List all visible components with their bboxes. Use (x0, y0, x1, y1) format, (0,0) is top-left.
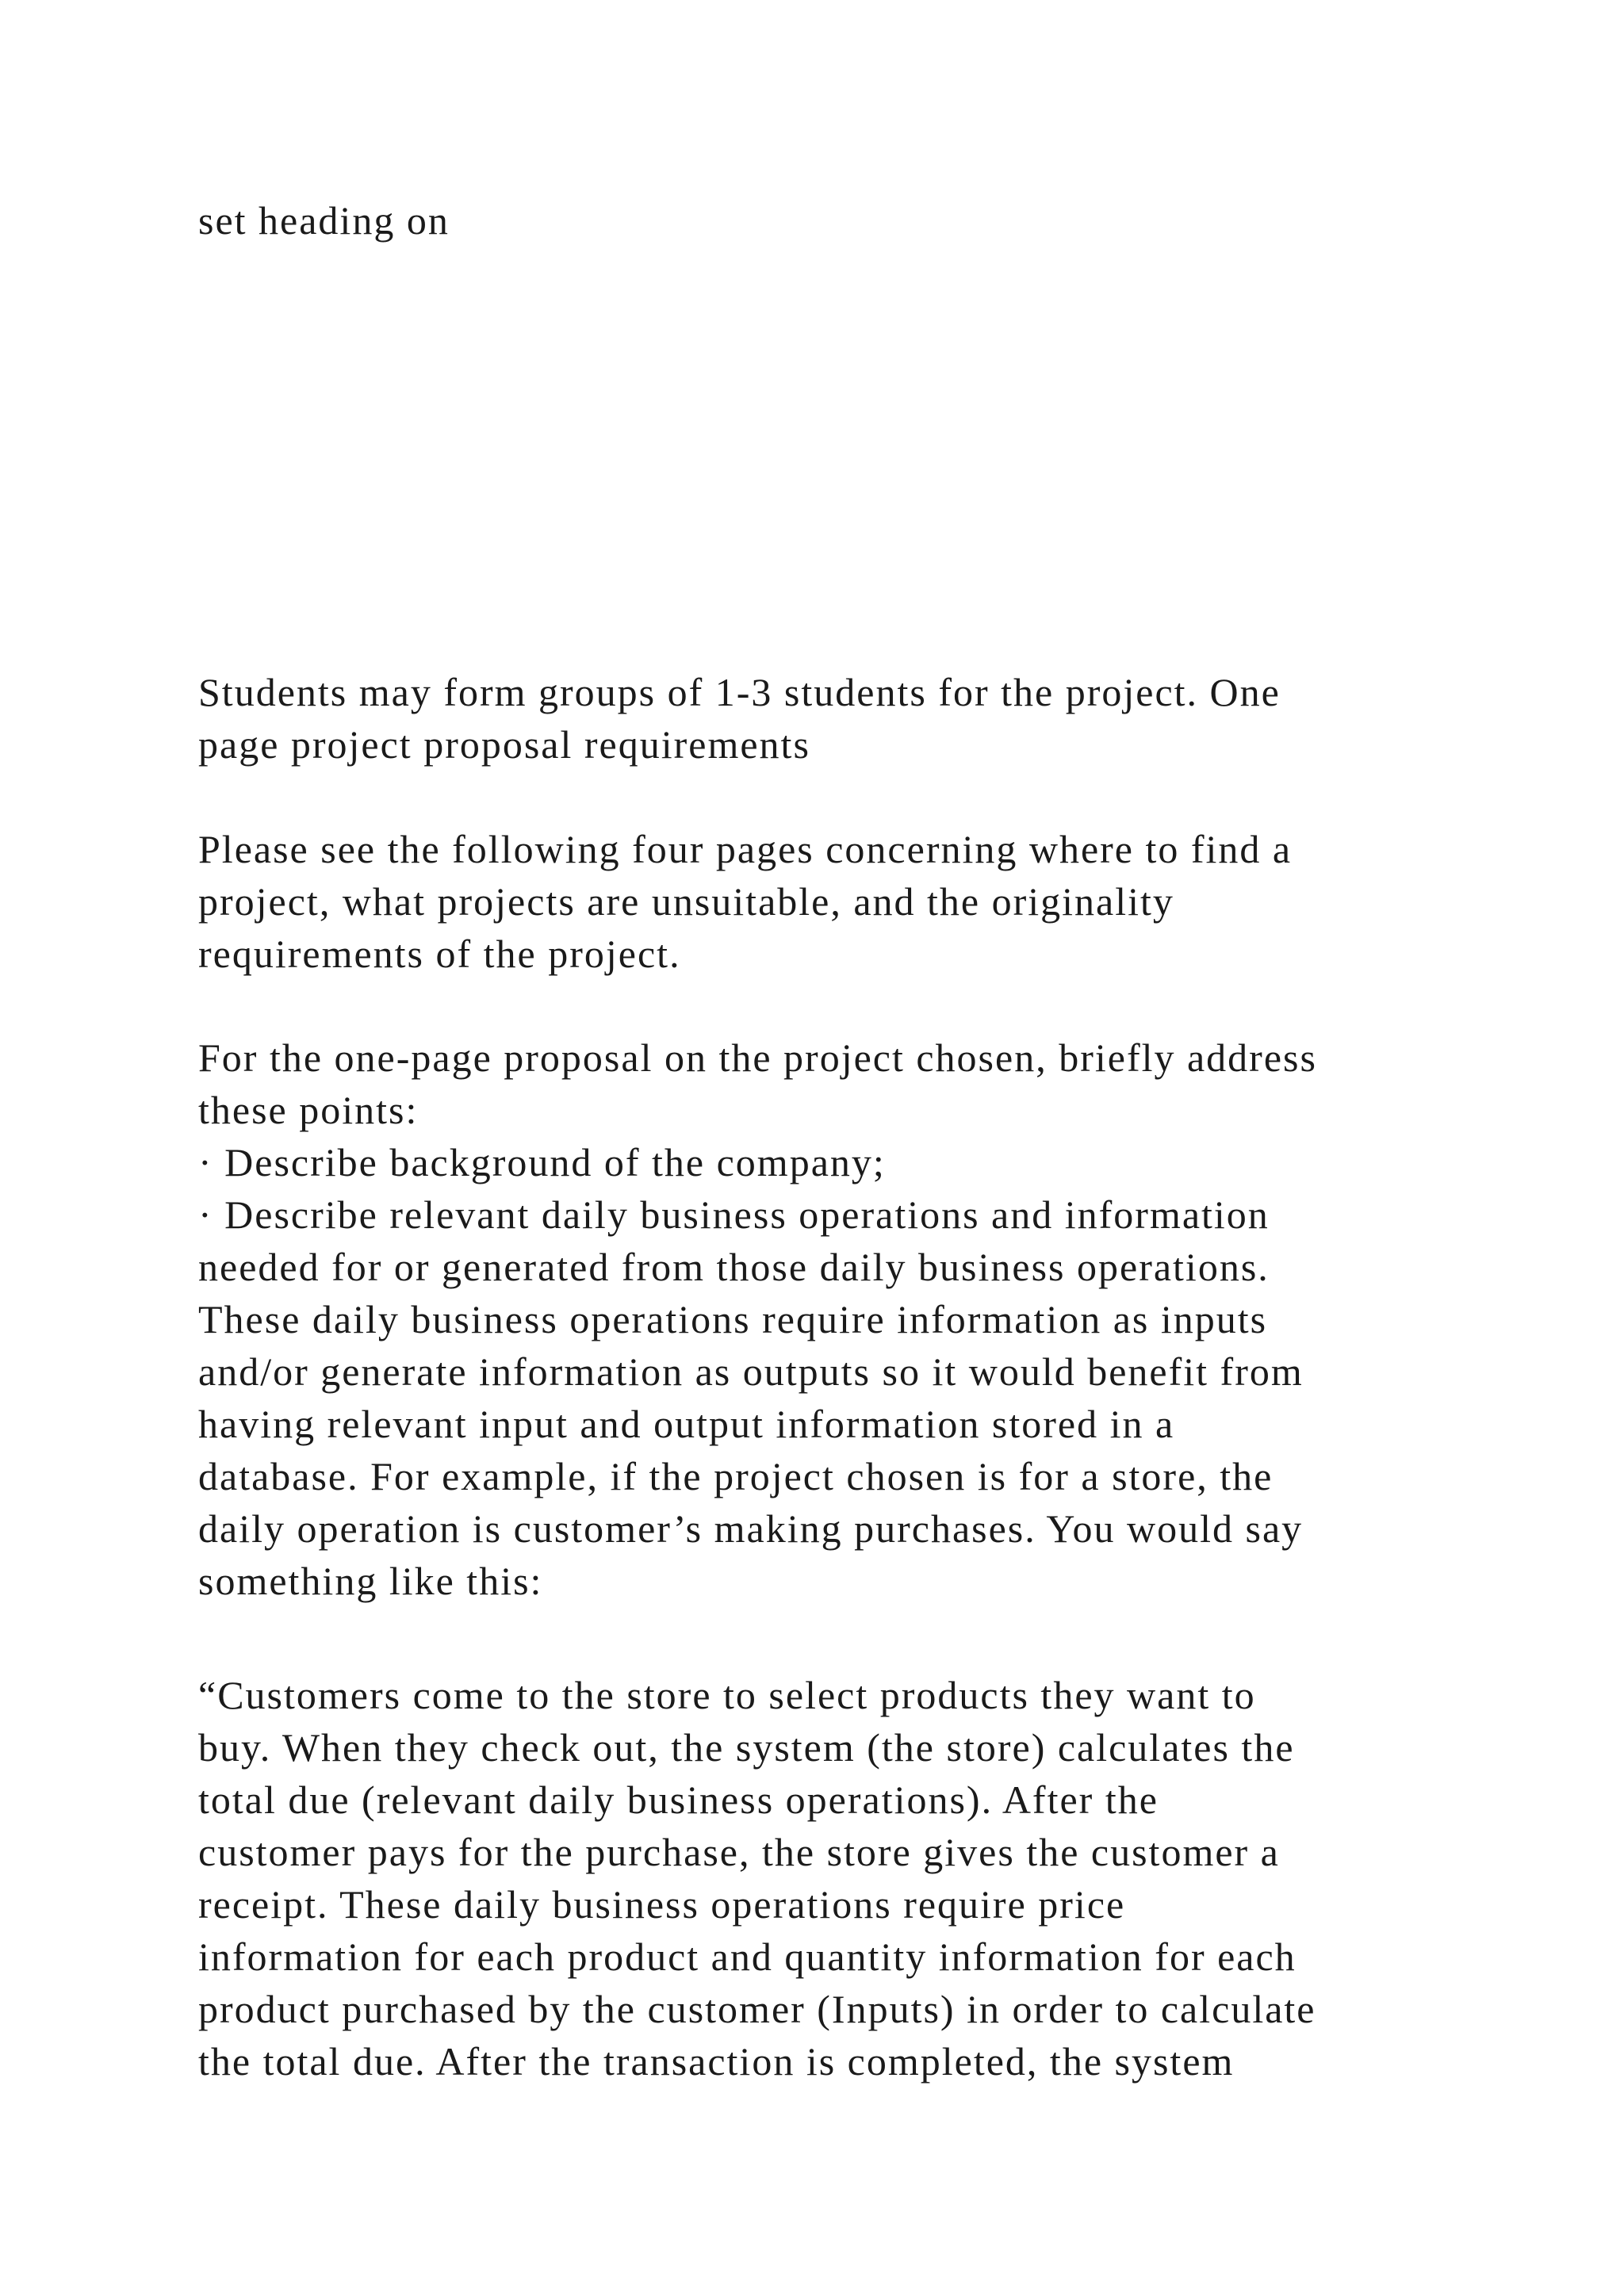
text-line: customer pays for the purchase, the store gives the customer a (198, 1830, 1280, 1874)
text-line: requirements of the project. (198, 932, 681, 976)
bullet-item-background: · Describe background of the company; (198, 1140, 886, 1184)
text-line: Students may form groups of 1-3 students for the project. One (198, 670, 1281, 714)
text-line: page project proposal requirements (198, 722, 810, 767)
text-line: project, what projects are unsuitable, and the originality (198, 879, 1174, 924)
text-line: and/or generate information as outputs so it would benefit from (198, 1349, 1304, 1394)
paragraph-see-following-pages (198, 823, 1515, 980)
bullet-item-operations: · Describe relevant daily business operations and information (198, 1192, 1270, 1237)
text-line: the total due. After the transaction is completed, the system (198, 2039, 1235, 2084)
text-line: “Customers come to the store to select products they want to (198, 1673, 1256, 1717)
text-line: These daily business operations require information as inputs (198, 1297, 1268, 1341)
text-line: database. For example, if the project chosen is for a store, the (198, 1454, 1274, 1498)
text-line: buy. When they check out, the system (the store) calculates the (198, 1725, 1295, 1770)
text-line: these points: (198, 1088, 419, 1132)
text-line: information for each product and quantity information for each (198, 1934, 1297, 1979)
text-line: having relevant input and output information stored in a (198, 1402, 1175, 1446)
heading-line: set heading on (198, 198, 450, 243)
text-line: For the one-page proposal on the project chosen, briefly address (198, 1035, 1317, 1080)
paragraph-group-requirements (198, 666, 1515, 771)
text-line: needed for or generated from those daily business operations. (198, 1245, 1270, 1289)
text-line: total due (relevant daily business operations). After the (198, 1777, 1159, 1822)
paragraph-store-example-quote (198, 1669, 1515, 2087)
page-heading (198, 194, 1515, 247)
text-line: daily operation is customer’s making purchases. You would say (198, 1506, 1304, 1551)
text-line: Please see the following four pages concerning where to find a (198, 827, 1293, 871)
text-line: receipt. These daily business operations require price (198, 1882, 1126, 1927)
text-line: something like this: (198, 1559, 543, 1603)
paragraph-proposal-points (198, 1031, 1515, 1607)
text-line: product purchased by the customer (Inputs) in order to calculate (198, 1987, 1316, 2031)
